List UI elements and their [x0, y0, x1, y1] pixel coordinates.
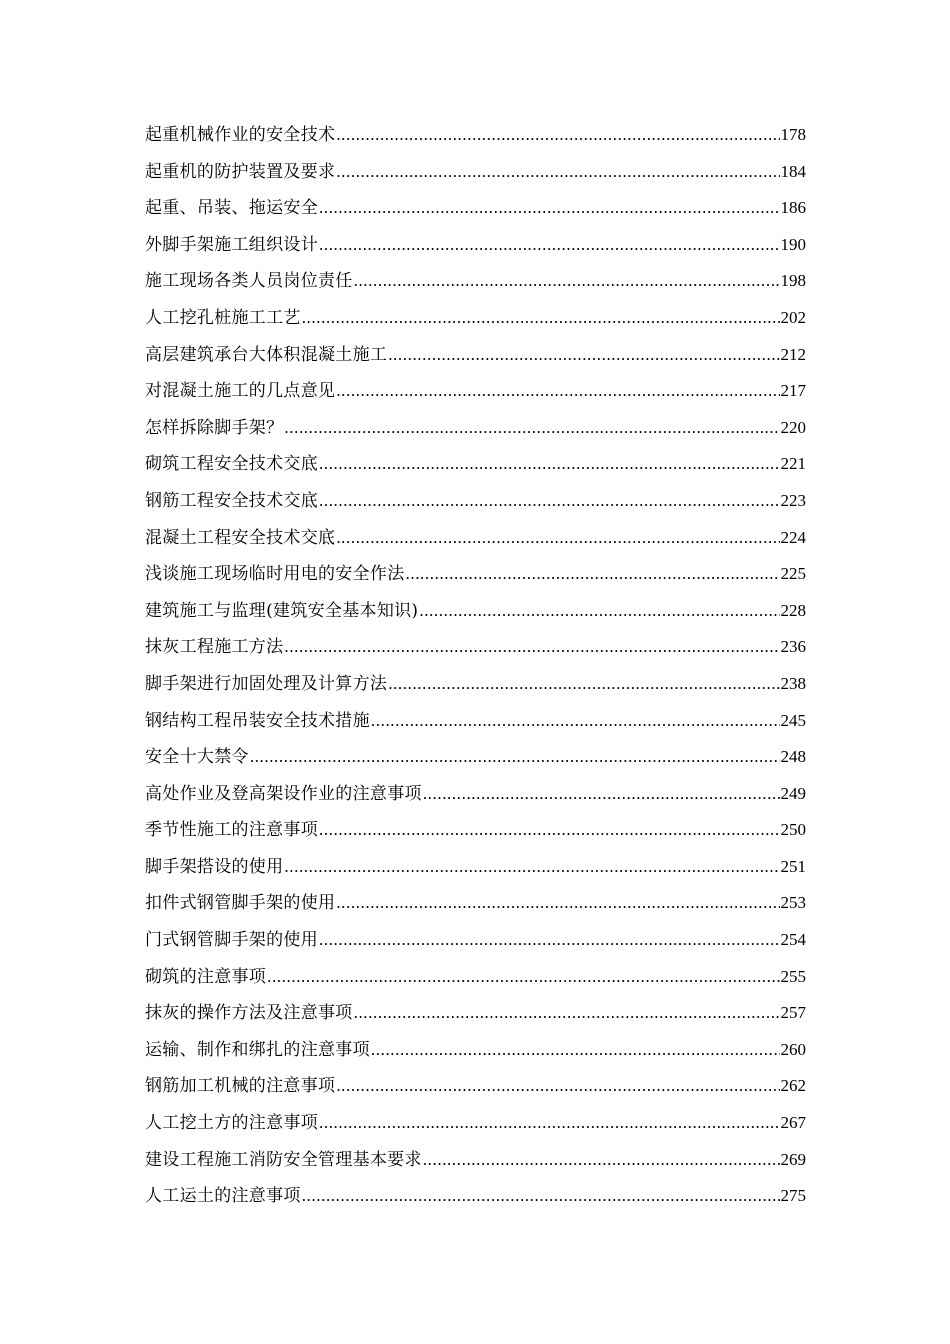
toc-entry[interactable] — [145, 1181, 806, 1218]
toc-entry-title: 高处作业及登高架设作业的注意事项 — [145, 783, 422, 804]
toc-entry-page: 178 — [780, 125, 806, 144]
toc-entry-title: 季节性施工的注意事项 — [145, 820, 318, 841]
toc-entry[interactable] — [145, 925, 806, 962]
dot-leader — [336, 893, 779, 913]
toc-entry-page: 269 — [780, 1149, 806, 1169]
toc-entry[interactable] — [145, 1145, 806, 1182]
toc-entry-title: 施工现场各类人员岗位责任 — [145, 271, 353, 292]
toc-entry[interactable] — [145, 852, 806, 889]
dot-leader — [267, 967, 779, 987]
toc-entry-page: 220 — [780, 417, 806, 437]
toc-entry[interactable] — [145, 303, 806, 340]
toc-entry[interactable] — [145, 559, 806, 596]
toc-entry-title: 人工挖孔桩施工工艺 — [145, 307, 301, 328]
dot-leader — [250, 747, 780, 767]
dot-leader — [388, 674, 779, 694]
dot-leader — [354, 1003, 780, 1023]
toc-entry-title: 钢结构工程吊装安全技术措施 — [145, 710, 370, 731]
toc-entry[interactable] — [145, 230, 806, 267]
toc-entry-page: 245 — [780, 710, 806, 730]
toc-entry[interactable] — [145, 413, 806, 450]
toc-entry-title: 砌筑的注意事项 — [145, 966, 267, 987]
toc-entry-title: 起重、吊装、拖运安全 — [145, 198, 318, 219]
dot-leader — [319, 198, 780, 218]
dot-leader — [319, 454, 780, 474]
toc-entry-page: 217 — [780, 381, 806, 401]
dot-leader — [423, 784, 780, 804]
toc-entry-page: 257 — [780, 1003, 806, 1023]
toc-entry-page: 255 — [780, 966, 806, 986]
toc-entry[interactable] — [145, 742, 806, 779]
dot-leader — [371, 711, 780, 731]
toc-entry-title: 人工运土的注意事项 — [145, 1186, 301, 1207]
toc-entry-title: 安全十大禁令 — [145, 747, 249, 768]
toc-entry-title: 运输、制作和绑扎的注意事项 — [145, 1039, 370, 1060]
toc-entry-title: 扣件式钢管脚手架的使用 — [145, 893, 336, 914]
dot-leader — [319, 491, 780, 511]
toc-entry[interactable] — [145, 340, 806, 377]
toc-entry-page: 236 — [780, 637, 806, 657]
toc-entry-page: 212 — [780, 344, 806, 364]
toc-entry[interactable] — [145, 888, 806, 925]
toc-entry-page: 248 — [780, 747, 806, 767]
toc-entry-title: 抹灰的操作方法及注意事项 — [145, 1003, 353, 1024]
toc-entry-title: 怎样拆除脚手架？ — [145, 417, 284, 438]
toc-entry-title: 抹灰工程施工方法 — [145, 637, 284, 658]
toc-entry[interactable] — [145, 706, 806, 743]
toc-entry-page: 260 — [780, 1039, 806, 1059]
dot-leader — [423, 1150, 780, 1170]
toc-entry-page: 186 — [780, 198, 806, 218]
toc-entry-title: 高层建筑承台大体积混凝土施工 — [145, 344, 388, 365]
toc-entry-page: 224 — [780, 527, 806, 547]
toc-entry[interactable] — [145, 1108, 806, 1145]
toc-entry-page: 184 — [780, 161, 806, 181]
toc-entry[interactable] — [145, 376, 806, 413]
dot-leader — [388, 345, 779, 365]
toc-entry[interactable] — [145, 120, 806, 157]
dot-leader — [354, 271, 780, 291]
toc-entry-page: 202 — [780, 307, 806, 327]
toc-entry[interactable] — [145, 449, 806, 486]
dot-leader — [319, 820, 780, 840]
toc-entry[interactable] — [145, 962, 806, 999]
toc-entry-title: 门式钢管脚手架的使用 — [145, 930, 318, 951]
toc-entry[interactable] — [145, 998, 806, 1035]
dot-leader — [336, 162, 779, 182]
toc-entry-page: 238 — [780, 673, 806, 693]
toc-entry-title: 起重机的防护装置及要求 — [145, 161, 336, 182]
dot-leader — [284, 418, 779, 438]
toc-entry-page: 228 — [780, 600, 806, 620]
toc-entry[interactable] — [145, 632, 806, 669]
dot-leader — [371, 1040, 780, 1060]
table-of-contents — [145, 120, 806, 1218]
toc-entry-title: 浅谈施工现场临时用电的安全作法 — [145, 564, 405, 585]
toc-entry-page: 198 — [780, 271, 806, 291]
toc-entry[interactable] — [145, 815, 806, 852]
dot-leader — [336, 1076, 779, 1096]
toc-entry[interactable] — [145, 779, 806, 816]
toc-entry-page: 267 — [780, 1113, 806, 1133]
dot-leader — [319, 1113, 780, 1133]
toc-entry-title: 起重机械作业的安全技术 — [145, 125, 336, 145]
toc-entry-title: 建设工程施工消防安全管理基本要求 — [145, 1149, 422, 1170]
dot-leader — [302, 308, 780, 328]
toc-entry-title: 脚手架进行加固处理及计算方法 — [145, 673, 388, 694]
toc-entry-page: 225 — [780, 564, 806, 584]
toc-entry[interactable] — [145, 1071, 806, 1108]
dot-leader — [406, 564, 780, 584]
toc-entry[interactable] — [145, 266, 806, 303]
toc-entry-page: 251 — [780, 856, 806, 876]
toc-entry-page: 275 — [780, 1186, 806, 1206]
toc-entry-title: 对混凝土施工的几点意见 — [145, 381, 336, 402]
toc-entry-page: 254 — [780, 930, 806, 950]
dot-leader — [419, 601, 779, 621]
dot-leader — [284, 637, 779, 657]
toc-entry[interactable] — [145, 486, 806, 523]
toc-entry-title: 混凝土工程安全技术交底 — [145, 527, 336, 548]
dot-leader — [319, 930, 780, 950]
toc-entry[interactable] — [145, 157, 806, 194]
toc-entry[interactable] — [145, 193, 806, 230]
toc-entry-title: 建筑施工与监理(建筑安全基本知识) — [145, 600, 419, 621]
toc-entry[interactable] — [145, 1035, 806, 1072]
dot-leader — [336, 125, 779, 145]
toc-entry-page: 249 — [780, 783, 806, 803]
dot-leader — [319, 235, 780, 255]
toc-entry-title: 人工挖土方的注意事项 — [145, 1113, 318, 1134]
dot-leader — [302, 1186, 780, 1206]
toc-entry[interactable] — [145, 669, 806, 706]
toc-entry-page: 190 — [780, 234, 806, 254]
dot-leader — [284, 857, 779, 877]
toc-entry-page: 221 — [780, 454, 806, 474]
toc-entry-page: 223 — [780, 490, 806, 510]
toc-entry-page: 262 — [780, 1076, 806, 1096]
toc-entry-title: 钢筋加工机械的注意事项 — [145, 1076, 336, 1097]
dot-leader — [336, 381, 779, 401]
toc-entry-page: 250 — [780, 820, 806, 840]
toc-entry-title: 砌筑工程安全技术交底 — [145, 454, 318, 475]
toc-entry-title: 外脚手架施工组织设计 — [145, 234, 318, 255]
dot-leader — [336, 528, 779, 548]
toc-entry[interactable] — [145, 596, 806, 633]
toc-entry-title: 钢筋工程安全技术交底 — [145, 490, 318, 511]
toc-entry-title: 脚手架搭设的使用 — [145, 856, 284, 877]
toc-entry-page: 253 — [780, 893, 806, 913]
toc-entry[interactable] — [145, 523, 806, 560]
